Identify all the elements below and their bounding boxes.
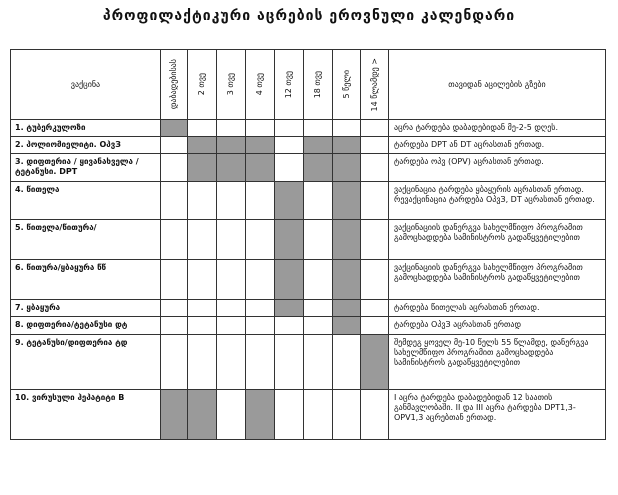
schedule-cell-shaded [161,390,188,440]
schedule-cell-shaded [275,300,304,317]
schedule-cell-shaded [275,182,304,220]
schedule-cell [161,300,188,317]
schedule-cell [217,220,246,260]
table-row [11,260,606,300]
schedule-cell-shaded [304,137,333,154]
schedule-cell-shaded [188,154,217,182]
schedule-cell [161,220,188,260]
vaccine-note: ვაქცინაციის დანერგვა სახელმწიფო პროგრამით გამოცხადდება სამინისტროს გადაწყვეტილებით [389,260,606,300]
vaccine-note: ვაქცინაცია ტარდება ყბაყურის აცრასთან ერთად. რევაქცინაცია ტარდება ОპვЗ, DT აცრასთან ერთად. [389,182,606,220]
table-row [11,154,606,182]
schedule-cell [161,182,188,220]
schedule-cell-shaded [217,154,246,182]
vaccine-name: 2. პოლიომიელიტი. ОპვЗ [11,137,161,154]
schedule-cell-shaded [333,154,361,182]
header-row [11,50,606,120]
schedule-cell-shaded [161,120,188,137]
schedule-cell [304,300,333,317]
header-notes: თავიდან აცილების გზები [389,50,606,120]
schedule-cell [361,220,389,260]
vaccine-name: 10. ვირუსული ჰეპატიტი B [11,390,161,440]
vaccine-name: 8. დიფთერია/ტეტანუსი დტ [11,317,161,335]
schedule-cell [246,300,275,317]
header-age: 14 წლამდე > [361,50,389,120]
vaccine-name: 7. ყბაყურა [11,300,161,317]
schedule-cell [217,390,246,440]
schedule-cell [217,182,246,220]
schedule-cell [246,317,275,335]
schedule-cell [361,137,389,154]
schedule-cell [217,300,246,317]
schedule-cell [304,317,333,335]
header-age: 5 წელი [333,50,361,120]
schedule-cell-shaded [361,335,389,390]
vaccine-note: I აცრა ტარდება დაბადებიდან 12 საათის განმავლობაში. II და III აცრა ტარდება DPT1,3-OPV1,3 აცრებთან ერთად. [389,390,606,440]
schedule-cell [275,154,304,182]
header-age: 2 თვე [188,50,217,120]
schedule-cell [188,300,217,317]
table-row [11,335,606,390]
vaccine-note: ტარდება ОპვЗ აცრასთან ერთად [389,317,606,335]
schedule-cell [304,260,333,300]
schedule-cell-shaded [275,260,304,300]
schedule-cell [246,220,275,260]
schedule-cell-shaded [275,220,304,260]
schedule-cell [304,390,333,440]
schedule-cell-shaded [333,260,361,300]
schedule-cell [246,260,275,300]
table-row [11,137,606,154]
schedule-cell [361,317,389,335]
vaccine-name: 9. ტეტანუსი/დიფთერია ტდ [11,335,161,390]
schedule-cell-shaded [188,137,217,154]
schedule-cell [333,120,361,137]
schedule-cell [333,390,361,440]
vaccine-note: შემდეგ ყოველ მე-10 წელს 55 წლამდე, დანერგვა სახელმწიფო პროგრამით გამოცხადდება სამინისტროს გადაწყვეტილებით [389,335,606,390]
schedule-cell [275,137,304,154]
schedule-cell [161,335,188,390]
vaccine-name: 4. წითელა [11,182,161,220]
table-row [11,182,606,220]
schedule-cell-shaded [304,154,333,182]
schedule-cell-shaded [333,182,361,220]
vaccine-name: 3. დიფთერია / ყივანახველა / ტეტანუსი. DPT [11,154,161,182]
vaccine-note: ტარდება ოპვ (OPV) აცრასთან ერთად. [389,154,606,182]
schedule-cell [361,390,389,440]
schedule-cell [246,335,275,390]
header-age: 3 თვე [217,50,246,120]
schedule-cell [246,182,275,220]
schedule-cell [161,317,188,335]
table-row [11,317,606,335]
schedule-cell [161,154,188,182]
schedule-cell [188,317,217,335]
header-vaccine: ვაქცინა [11,50,161,120]
vaccination-calendar-table [10,49,606,440]
schedule-cell [304,335,333,390]
schedule-cell [361,154,389,182]
schedule-cell [275,120,304,137]
schedule-cell [304,120,333,137]
schedule-cell [161,137,188,154]
schedule-cell-shaded [333,137,361,154]
schedule-cell-shaded [246,390,275,440]
schedule-cell [188,260,217,300]
schedule-cell-shaded [333,220,361,260]
schedule-cell [188,182,217,220]
page-title: პროფილაქტიკური აცრების ეროვნული კალენდარი [102,8,516,24]
schedule-cell [304,182,333,220]
table-row [11,220,606,260]
schedule-cell [246,120,275,137]
schedule-cell [275,390,304,440]
header-age: დაბადებისას [161,50,188,120]
schedule-cell [188,220,217,260]
schedule-cell [361,120,389,137]
table-row [11,390,606,440]
header-age: 18 თვე [304,50,333,120]
vaccine-name: 1. ტუბერკულოზი [11,120,161,137]
schedule-cell [275,335,304,390]
schedule-cell [217,317,246,335]
schedule-cell-shaded [333,300,361,317]
schedule-cell [361,300,389,317]
vaccine-note: აცრა ტარდება დაბადებიდან მე-2-5 დღეს. [389,120,606,137]
vaccine-name: 6. წითურა/ყბაყურა წწ [11,260,161,300]
vaccine-name: 5. წითელა/წითურა/ [11,220,161,260]
header-age: 4 თვე [246,50,275,120]
table-row [11,300,606,317]
schedule-cell-shaded [333,317,361,335]
schedule-cell-shaded [246,137,275,154]
schedule-cell [217,260,246,300]
header-age: 12 თვე [275,50,304,120]
vaccine-note: ტარდება DPT ან DT აცრასთან ერთად. [389,137,606,154]
schedule-cell [217,120,246,137]
schedule-cell [333,335,361,390]
schedule-cell [217,335,246,390]
table-row [11,120,606,137]
schedule-cell-shaded [246,154,275,182]
schedule-cell [188,120,217,137]
schedule-cell [304,220,333,260]
schedule-cell [161,260,188,300]
schedule-cell-shaded [188,390,217,440]
schedule-cell-shaded [217,137,246,154]
schedule-cell [361,182,389,220]
schedule-cell [188,335,217,390]
vaccine-note: ვაქცინაციის დანერგვა სახელმწიფო პროგრამით გამოცხადდება სამინისტროს გადაწყვეტილებით [389,220,606,260]
schedule-cell [275,317,304,335]
vaccine-note: ტარდება წითელას აცრასთან ერთად. [389,300,606,317]
schedule-cell [361,260,389,300]
